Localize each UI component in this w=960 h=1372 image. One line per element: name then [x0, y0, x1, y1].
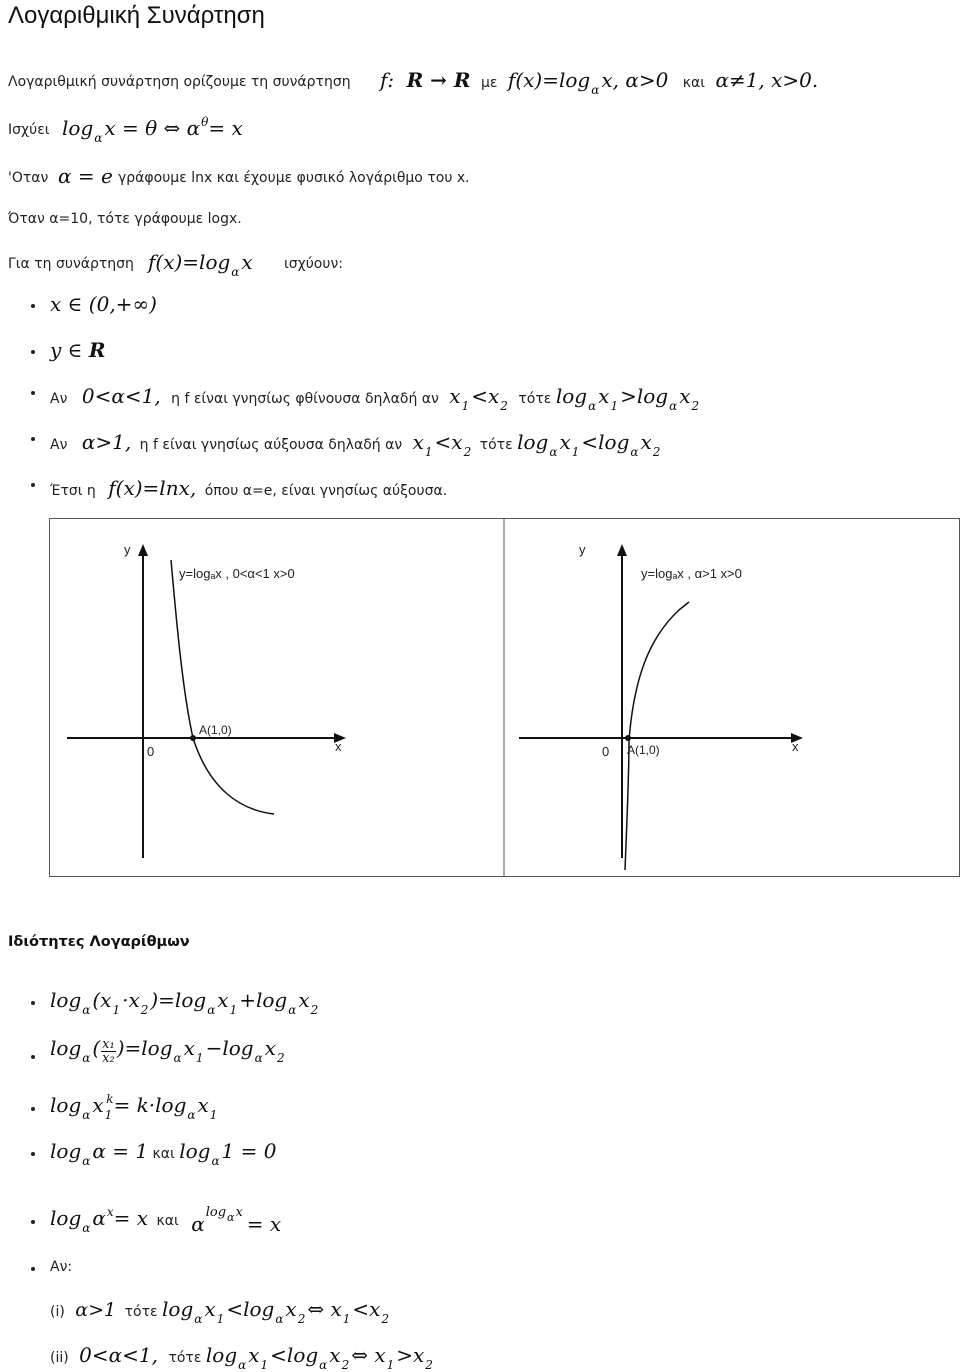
for-fn-pre: Για τη συνάρτηση	[8, 256, 134, 272]
for-fn-math: f(x)=logα x	[148, 250, 253, 279]
origin-label: 0	[602, 744, 610, 759]
range-property: y ∈ R	[50, 338, 106, 362]
case-decreasing: (ii) 0<α<1, τότε logα x1 <logα x2 ⇔ x1 >x2	[50, 1343, 433, 1372]
graphs-panel	[49, 518, 960, 878]
point-label: A(1,0)	[627, 743, 660, 757]
y-axis-label: y	[124, 542, 131, 557]
inverse-identity: logα αx= x και αlog$^\alpha$x = x	[50, 1205, 282, 1236]
bullet	[31, 483, 35, 487]
x-axis-label: x	[792, 739, 799, 754]
base-identity: logα α = 1 και logα 1 = 0	[50, 1139, 277, 1168]
origin-label: 0	[147, 744, 155, 759]
when-10-text: Όταν α=10, τότε γράφουμε logx.	[8, 211, 242, 227]
holds-label: Ισχύει	[8, 122, 50, 138]
bullet	[31, 1152, 35, 1156]
bullet	[31, 1055, 35, 1059]
bullet	[31, 1001, 35, 1005]
ln-property: Έτσι η f(x)=lnx, όπου α=e, είναι γνησίως αύξουσα.	[50, 476, 448, 500]
decreasing-property: Αν 0<α<1, η f είναι γνησίως φθίνουσα δηλαδή αν x1 <x2 τότε logα x1 >logα x2	[50, 384, 700, 413]
holds-math: logα x = θ ⇔ αθ= x	[62, 115, 243, 145]
bullet	[31, 304, 35, 308]
y-axis-label: y	[579, 542, 586, 557]
page-title: Λογαριθμική Συνάρτηση	[8, 2, 265, 29]
when-e-label: 'Οταν	[8, 170, 49, 186]
quotient-rule: logα ( $\frac{\text{x₁}}{\text{x₂}}$ )=logα x1 −logα x2	[50, 1036, 285, 1066]
increasing-property: Αν α>1, η f είναι γνησίως αύξουσα δηλαδή αν x1 <x2 τότε logα x1 <logα x2	[50, 430, 661, 459]
bullet	[31, 391, 35, 395]
bullet	[31, 1267, 35, 1271]
when-e-math: α = e	[58, 164, 113, 188]
graph-caption: y=logₐx , α>1 x>0	[641, 566, 742, 581]
bullet	[31, 437, 35, 441]
point-label: A(1,0)	[199, 723, 232, 737]
definition-math: f: R → R με f(x)=logα x, α>0 και α≠1, x>0.	[380, 68, 819, 97]
if-label: Αν:	[50, 1259, 73, 1275]
bullet	[31, 350, 35, 354]
graph-caption: y=logₐx , 0<α<1 x>0	[179, 566, 295, 581]
bullet	[31, 1220, 35, 1224]
bullet	[31, 1107, 35, 1111]
definition-text: Λογαριθμική συνάρτηση ορίζουμε τη συνάρτηση	[8, 74, 351, 90]
domain-property: x ∈ (0,+∞)	[50, 292, 157, 316]
when-e-text: γράφουμε lnx και έχουμε φυσικό λογάριθμο του x.	[118, 170, 470, 186]
power-rule: logα x1k= k·logα x1	[50, 1092, 218, 1122]
case-increasing: (i) α>1 τότε logα x1 <logα x2 ⇔ x1 <x2	[50, 1297, 390, 1326]
x-axis-label: x	[335, 739, 342, 754]
section-title: Ιδιότητες Λογαρίθμων	[8, 934, 190, 950]
product-rule: logα (x1 ·x2 )=logα x1 +logα x2	[50, 988, 319, 1017]
for-fn-post: ισχύουν:	[284, 256, 344, 272]
